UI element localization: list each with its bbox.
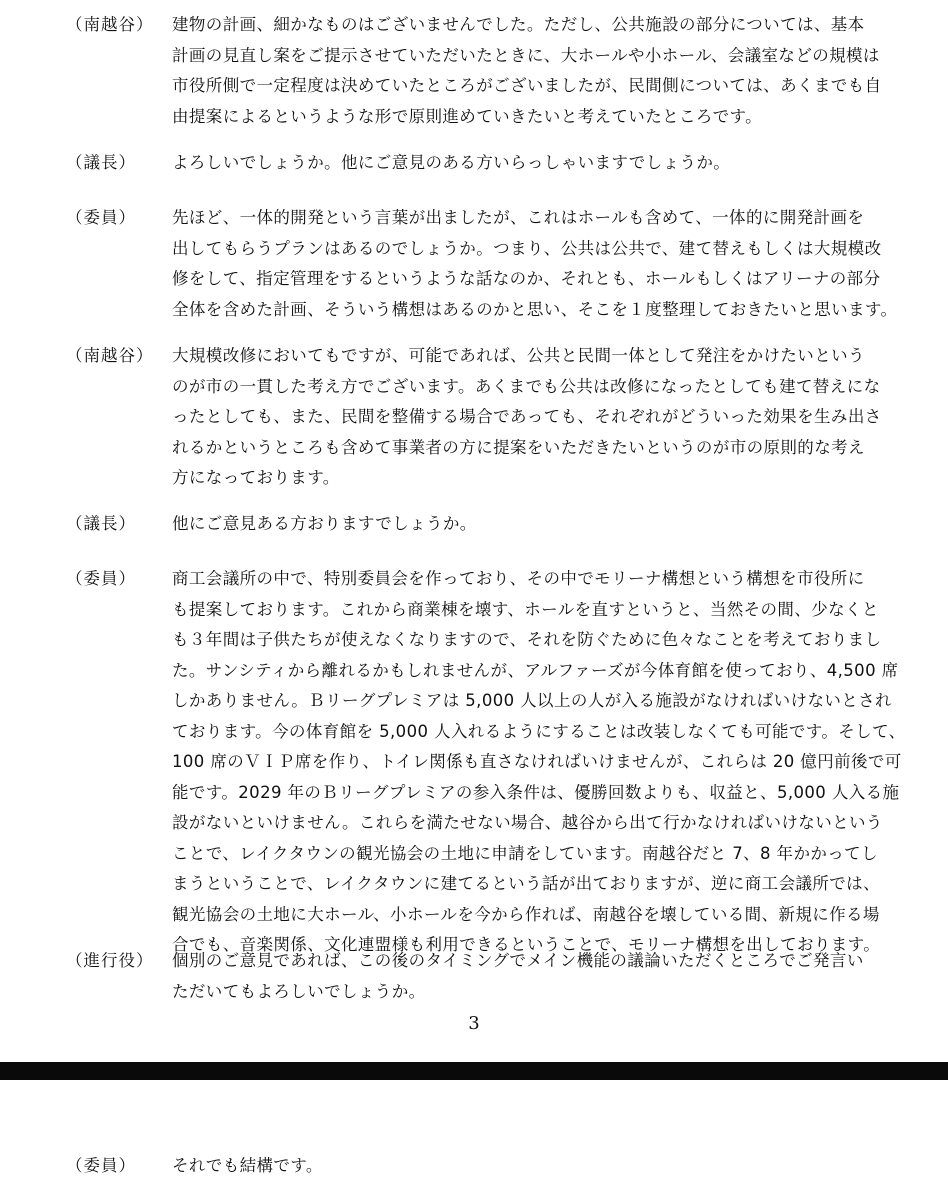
speech-text: [172, 946, 872, 1007]
speech-line: 由提案によるというような形で原則進めていきたいと考えていたところです。: [172, 106, 763, 126]
speech-line: 出してもらうプランはあるのでしょうか。つまり、公共は公共で、建て替えもしくは大規模改: [172, 238, 882, 258]
speaker-label: （南越谷）: [66, 15, 154, 34]
speech-line: 建物の計画、細かなものはございませんでした。ただし、公共施設の部分については、基本: [172, 15, 865, 34]
speech-line: も提案しております。これから商業棟を壊す、ホールを直すというと、当然その間、少なくと: [172, 599, 879, 619]
speech-text: [172, 148, 872, 179]
speech-line: れるかというところも含めて事業者の方に提案をいただきたいというのが市の原則的な考え: [172, 437, 865, 457]
speech-line: 合でも、音楽関係、文化連盟様も利用できるということで、モリーナ構想を出しております。: [172, 935, 881, 954]
speech-text: [172, 341, 882, 494]
speaker-label: （議長）: [66, 153, 136, 172]
speech-line: ったとしても、また、民間を整備する場合であっても、それぞれがどういった効果を生み出さ: [172, 407, 882, 426]
speaker-label: （議長）: [66, 514, 136, 533]
speech-line: た。サンシティから離れるかもしれませんが、アルファーズが今体育館を使っており、4,500 席: [172, 660, 899, 680]
page-separator: [0, 1062, 948, 1080]
speech-line: のが市の一貫した考え方でございます。あくまでも公共は改修になったとしても建て替えにな: [172, 376, 881, 396]
speech-line: 全体を含めた計画、そういう構想はあるのかと思い、そこを１度整理しておきたいと思います。: [172, 299, 898, 319]
speaker-label: （南越谷）: [66, 346, 154, 365]
speaker-label: （委員）: [66, 208, 136, 227]
speech-line: 設がないといけません。これらを満たせない場合、越谷から出て行かなければいけないという: [172, 813, 883, 832]
speech-line: 他にご意見ある方おりますでしょうか。: [172, 514, 477, 533]
next-page: [0, 1080, 948, 1200]
speech-line: 大規模改修においてもですが、可能であれば、公共と民間一体として発注をかけたいという: [172, 346, 865, 365]
speech-line: よろしいでしょうか。他にご意見のある方いらっしゃいますでしょうか。: [172, 153, 731, 172]
speech-line: 観光協会の土地に大ホール、小ホールを今から作れば、南越谷を壊している間、新規に作る場: [172, 904, 880, 924]
speech-text: [172, 203, 898, 325]
speech-line: 商工会議所の中で、特別委員会を作っており、その中でモリーナ構想という構想を市役所に: [172, 569, 865, 588]
speech-text: [172, 564, 906, 961]
speech-line: も３年間は子供たちが使えなくなりますので、それを防ぐために色々なことを考えておりまし: [172, 630, 882, 649]
speech-line: しかありません。Ｂリーグプレミアは 5,000 人以上の人が入る施設がなければいけないとされ: [172, 691, 892, 710]
speech-line: 方になっております。: [172, 468, 340, 487]
speech-line: まうということで、レイクタウンに建てるという話が出ておりますが、逆に商工会議所では、: [172, 874, 880, 893]
page-number: 3: [468, 1013, 480, 1034]
speech-line: 個別のご意見であれば、この後のタイミングでメイン機能の議論いただくところでご発言い: [172, 951, 864, 970]
speaker-label: （進行役）: [66, 951, 154, 970]
speech-line: 市役所側で一定程度は決めていたところがございましたが、民間側については、あくまでも自: [172, 76, 882, 95]
speech-line: ております。今の体育館を 5,000 人入れるようにすることは改装しなくても可能です。そして、: [172, 721, 906, 741]
speech-text: [172, 509, 872, 540]
speech-line: 先ほど、一体的開発という言葉が出ましたが、これはホールも含めて、一体的に開発計画を: [172, 208, 865, 227]
speech-line: 能です。2029 年のＢリーグプレミアの参入条件は、優勝回数よりも、収益と、5,000 人入る施: [172, 782, 900, 802]
speech-text: [172, 10, 882, 132]
speaker-label: （委員）: [66, 1156, 136, 1175]
speech-line: 修をして、指定管理をするというような話なのか、それとも、ホールもしくはアリーナの部分: [172, 269, 881, 288]
speech-line: ただいてもよろしいでしょうか。: [172, 981, 426, 1001]
speaker-label: （委員）: [66, 569, 136, 588]
speech-text: それでも結構です。: [172, 1156, 323, 1175]
speech-line: 100 席のＶＩＰ席を作り、トイレ関係も直さなければいけませんが、これらは 20 億円前後で可: [172, 752, 902, 771]
speech-line: 計画の見直し案をご提示させていただいたときに、大ホールや小ホール、会議室などの規模は: [172, 45, 880, 65]
speech-line: ことで、レイクタウンの観光協会の土地に申請をしています。南越谷だと 7、8 年かかってし: [172, 843, 878, 863]
